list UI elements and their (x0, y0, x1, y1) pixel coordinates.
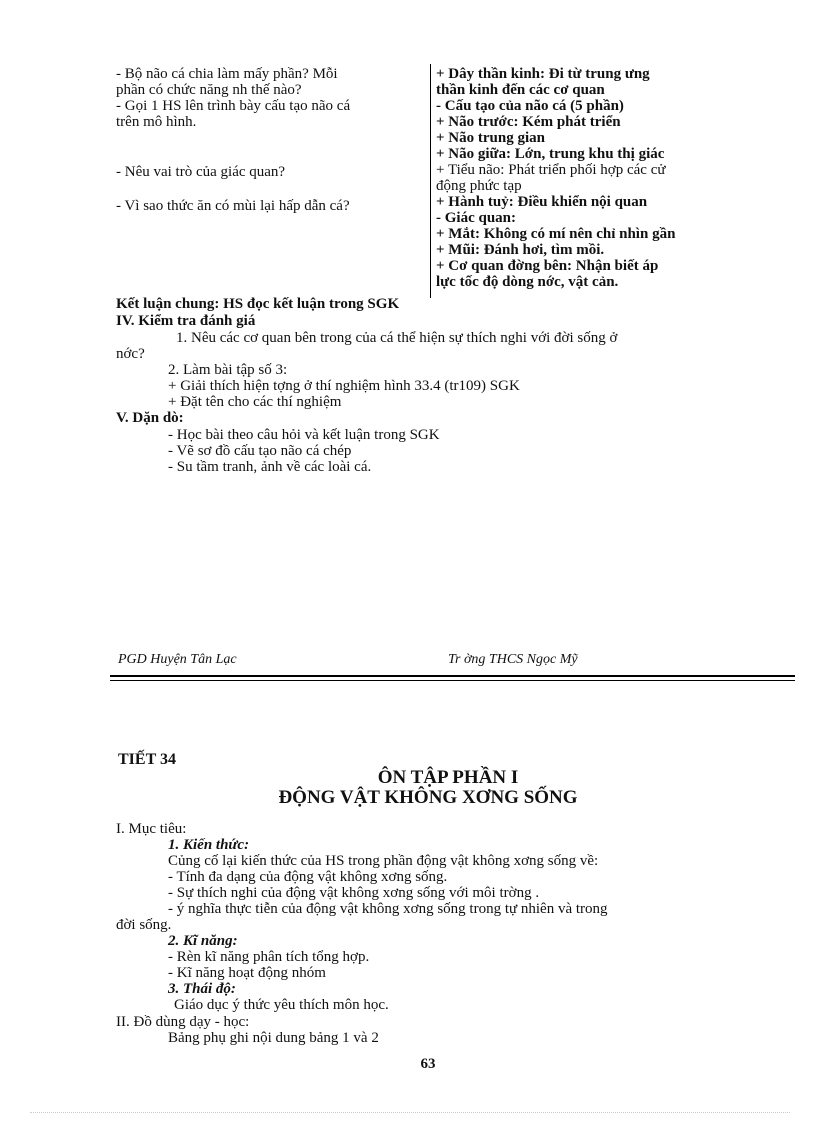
answer-line: thần kinh đến các cơ quan (436, 82, 605, 98)
skills-item: - Kĩ năng hoạt động nhóm (168, 965, 326, 981)
general-conclusion: Kết luận chung: HS đọc kết luận trong SGK (116, 296, 400, 312)
question-2-a: + Giải thích hiện tợng ở thí nghiệm hình 33.4 (tr109) SGK (168, 378, 520, 394)
section-iv-heading: IV. Kiểm tra đánh giá (116, 313, 256, 329)
question-line: - Vì sao thức ăn có mùi lại hấp dẫn cá? (116, 198, 350, 214)
materials-heading: II. Đồ dùng dạy - học: (116, 1014, 250, 1030)
answer-line: + Tiểu não: Phát triển phối hợp các cử (436, 162, 666, 178)
knowledge-item-cont: đời sống. (116, 917, 172, 933)
skills-heading: 2. Kĩ năng: (168, 933, 238, 949)
answer-line: + Cơ quan đờng bên: Nhận biết áp (436, 258, 659, 274)
question-line: - Bộ não cá chia làm mấy phần? Mỗi (116, 66, 338, 82)
question-line: - Nêu vai trò của giác quan? (116, 164, 286, 180)
answer-line: + Não giữa: Lớn, trung khu thị giác (436, 146, 665, 162)
lesson-title: ÔN TẬP PHẦN I (377, 767, 519, 788)
knowledge-item: - ý nghĩa thực tiễn của động vật không xơng sống trong tự nhiên và trong (168, 901, 608, 917)
knowledge-item: - Tính đa dạng của động vật không xơng sống. (168, 869, 448, 885)
answer-line: + Mũi: Đánh hơi, tìm mồi. (436, 242, 605, 258)
footer-district: PGD Huyện Tân Lạc (118, 652, 237, 667)
section-v-heading: V. Dặn dò: (116, 410, 184, 426)
knowledge-heading: 1. Kiến thức: (168, 837, 250, 853)
bottom-dotted-edge (30, 1112, 790, 1113)
question-2-b: + Đặt tên cho các thí nghiệm (168, 394, 342, 410)
knowledge-intro: Củng cố lại kiến thức của HS trong phần động vật không xơng sống về: (168, 853, 599, 869)
materials-text: Bảng phụ ghi nội dung bảng 1 và 2 (168, 1030, 379, 1046)
footer-school: Tr ờng THCS Ngọc Mỹ (448, 652, 578, 667)
answer-line: lực tốc độ dòng nớc, vật cản. (436, 274, 619, 290)
question-line: phần có chức năng nh thế nào? (116, 82, 302, 98)
question-2: 2. Làm bài tập số 3: (168, 362, 288, 378)
question-1-cont: nớc? (116, 346, 145, 362)
answer-line: - Giác quan: (436, 210, 517, 226)
answer-line: + Não trung gian (436, 130, 545, 146)
column-divider (430, 64, 431, 298)
homework-item: - Vẽ sơ đồ cấu tạo não cá chép (168, 443, 352, 459)
answer-line: + Não trước: Kém phát triển (436, 114, 621, 130)
lesson-subtitle: ĐỘNG VẬT KHÔNG XƠNG SỐNG (278, 787, 578, 808)
question-line: - Gọi 1 HS lên trình bày cấu tạo não cá (116, 98, 351, 114)
answer-line: động phức tạp (436, 178, 522, 194)
page-number: 63 (420, 1056, 436, 1072)
objectives-heading: I. Mục tiêu: (116, 821, 187, 837)
answer-line: - Cấu tạo của não cá (5 phần) (436, 98, 624, 114)
homework-item: - Su tầm tranh, ảnh về các loài cá. (168, 459, 372, 475)
attitude-heading: 3. Thái độ: (168, 981, 236, 997)
answer-line: + Dây thần kinh: Đi từ trung ưng (436, 66, 650, 82)
homework-item: - Học bài theo câu hỏi và kết luận trong SGK (168, 427, 440, 443)
question-1: 1. Nêu các cơ quan bên trong của cá thể hiện sự thích nghi với đời sống ở (176, 330, 618, 346)
knowledge-item: - Sự thích nghi của động vật không xơng sống với môi trờng . (168, 885, 540, 901)
lesson-number: TIẾT 34 (118, 751, 176, 768)
attitude-text: Giáo dục ý thức yêu thích môn học. (174, 997, 389, 1013)
qa-table (116, 64, 746, 298)
footer-rule-thin (110, 680, 795, 681)
answer-line: + Hành tuỷ: Điều khiển nội quan (436, 194, 648, 210)
skills-item: - Rèn kĩ năng phân tích tổng hợp. (168, 949, 370, 965)
question-line: trên mô hình. (116, 114, 197, 130)
footer-rule-thick (110, 675, 795, 677)
answer-line: + Mắt: Không có mí nên chỉ nhìn gần (436, 226, 676, 242)
